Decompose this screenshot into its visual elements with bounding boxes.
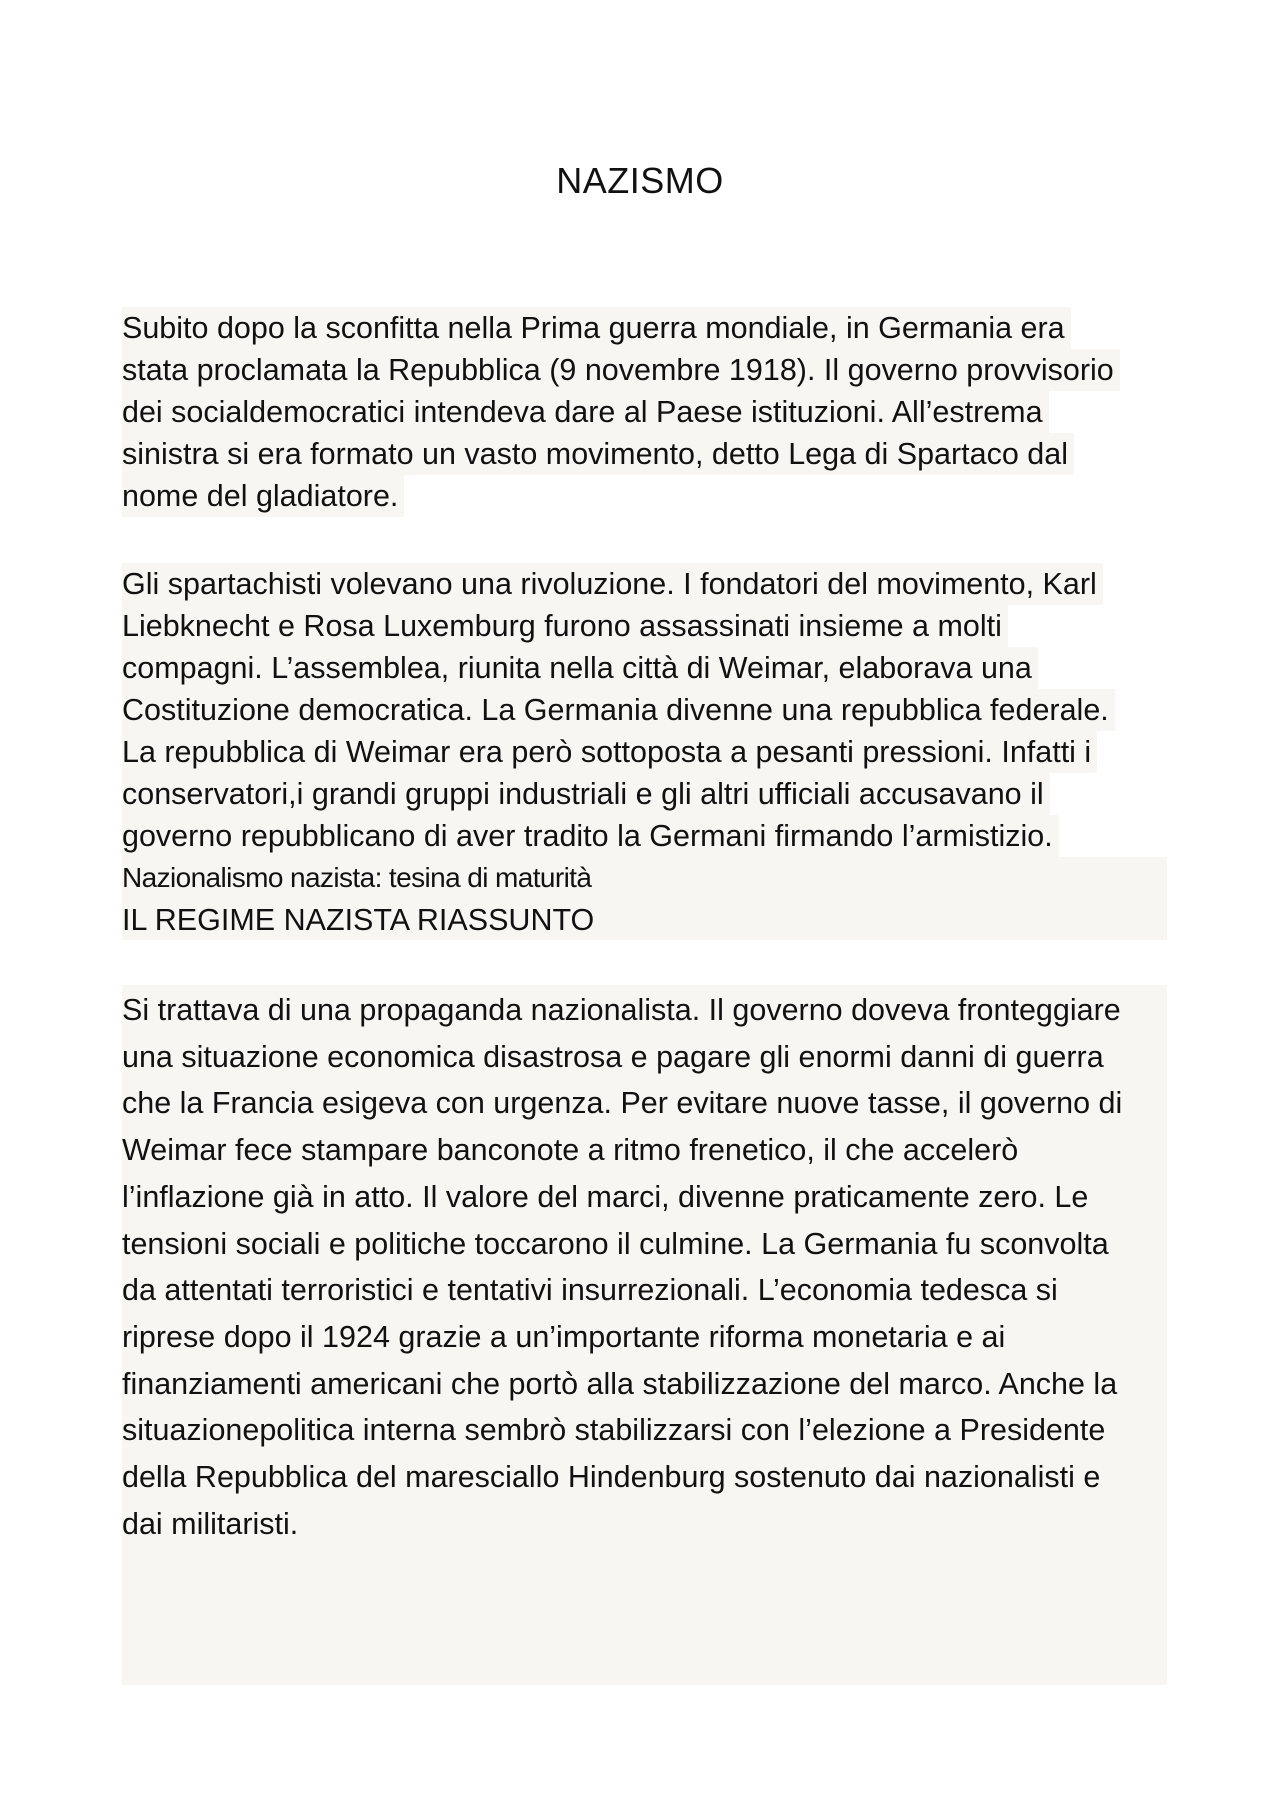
- paragraph-line: finanziamenti americani che portò alla stabilizzazione del marco. Anche la: [122, 1366, 1118, 1401]
- paragraph-line: da attentati terroristici e tentativi insurrezionali. L’economia tedesca si: [122, 1273, 1058, 1308]
- paragraph-line: tensioni sociali e politiche toccarono il culmine. La Germania fu sconvolta: [122, 1226, 1109, 1261]
- page-title: NAZISMO: [556, 160, 724, 201]
- paragraph-line: nome del gladiatore.: [122, 475, 1167, 517]
- paragraph-intro: [122, 307, 1167, 517]
- paragraph-spartachisti: [122, 563, 1167, 941]
- paragraph-line: della Repubblica del maresciallo Hindenburg sostenuto dai nazionalisti e: [122, 1460, 1101, 1495]
- paragraph-line: La repubblica di Weimar era però sottoposta a pesanti pressioni. Infatti i: [122, 731, 1167, 773]
- paragraph-line: l’inflazione già in atto. Il valore del marci, divenne praticamente zero. Le: [122, 1179, 1089, 1214]
- related-link-tesina[interactable]: Nazionalismo nazista: tesina di maturità: [122, 862, 592, 893]
- paragraph-line: dai militaristi.: [122, 1506, 299, 1541]
- paragraph-line: dei socialdemocratici intendeva dare al Paese istituzioni. All’estrema: [122, 391, 1167, 433]
- paragraph-line: una situazione economica disastrosa e pagare gli enormi danni di guerra: [122, 1039, 1104, 1074]
- related-link-regime[interactable]: IL REGIME NAZISTA RIASSUNTO: [122, 903, 595, 937]
- paragraph-propaganda: [122, 987, 1167, 1547]
- paragraph-line: Gli spartachisti volevano una rivoluzione. I fondatori del movimento, Karl: [122, 563, 1167, 605]
- paragraph-line: conservatori,i grandi gruppi industriali e gli altri ufficiali accusavano il: [122, 773, 1167, 815]
- paragraph-line: compagni. L’assemblea, riunita nella città di Weimar, elaborava una: [122, 647, 1167, 689]
- paragraph-line: situazionepolitica interna sembrò stabilizzarsi con l’elezione a Presidente: [122, 1413, 1106, 1448]
- paragraph-line: riprese dopo il 1924 grazie a un’importante riforma monetaria e ai: [122, 1319, 1006, 1354]
- paragraph-line: Liebknecht e Rosa Luxemburg furono assassinati insieme a molti: [122, 605, 1167, 647]
- paragraph-line: Subito dopo la sconfitta nella Prima guerra mondiale, in Germania era: [122, 307, 1167, 349]
- paragraph-line: governo repubblicano di aver tradito la Germani firmando l’armistizio.: [122, 815, 1167, 857]
- paragraph-line: Si trattava di una propaganda nazionalista. Il governo doveva fronteggiare: [122, 993, 1121, 1027]
- paragraph-line: stata proclamata la Repubblica (9 novembre 1918). Il governo provvisorio: [122, 349, 1167, 391]
- paragraph-line: che la Francia esigeva con urgenza. Per evitare nuove tasse, il governo di: [122, 1086, 1123, 1121]
- paragraph-line: Weimar fece stampare banconote a ritmo frenetico, il che accelerò: [122, 1133, 1019, 1168]
- paragraph-line: Costituzione democratica. La Germania divenne una repubblica federale.: [122, 689, 1167, 731]
- paragraph-line: sinistra si era formato un vasto movimento, detto Lega di Spartaco dal: [122, 433, 1167, 475]
